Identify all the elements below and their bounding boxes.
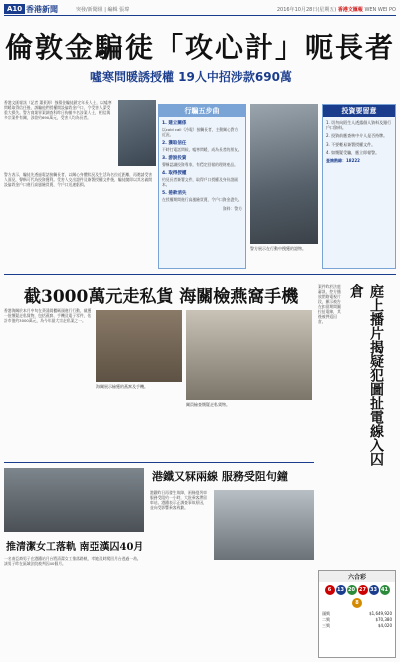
advice-box — [322, 104, 396, 269]
lottery-ball: 41 — [381, 587, 388, 593]
lead-photo — [250, 104, 318, 244]
prize-row — [319, 623, 395, 629]
lead-body: 警方表示，騙徒先透過電話接觸長者，以關心身體狀況及生活為名拉近距離，再邀請受害人面見，聲稱可代為投資獲利。受害人交出證件及簽署授權文件後，騙徒隨即以其名義開設倫敦金戶口進行高風險買賣，令戶口迅速虧損。 — [4, 172, 153, 187]
tips-step-title: 1. 建立關係 — [162, 121, 187, 126]
tips-step — [159, 190, 245, 202]
lottery-ball: 20 — [348, 587, 355, 593]
hotline-number: 18222 — [346, 158, 360, 164]
lead-headline: 倫敦金騙徒「攻心計」呃長者 — [4, 31, 395, 64]
story4-headline: 推清潔女工落軌 南亞漢囚40月 — [6, 542, 144, 553]
lottery-numbers — [319, 585, 395, 595]
tips-step — [159, 155, 245, 167]
prize-label: 三獎 — [322, 623, 330, 628]
tips-step — [159, 140, 245, 152]
dept-line: 突發/新聞組 | 編輯 張瑋 — [76, 7, 130, 13]
prize-value: $70,380 — [375, 617, 392, 622]
section-divider — [4, 462, 314, 463]
story2-headline: 截3000萬元走私貨 海關檢燕窩手機 — [24, 287, 299, 307]
advice-item: 1. 切勿向陌生人透露個人資料及銀行戶口資料。 — [326, 120, 392, 131]
lead-subhead: 噓寒問暖誘授權 19人中招涉款690萬 — [90, 70, 292, 84]
masthead — [4, 4, 396, 16]
advice-item: 2. 投資前應查核中介人是否持牌。 — [326, 133, 388, 139]
story2-caption-2: 關員檢查懷疑走私貨物。 — [186, 402, 230, 407]
tips-step-title: 4. 取得授權 — [162, 171, 187, 176]
vertical-headline: 庭上播片揭疑犯圖扯電線入囚倉 — [348, 284, 384, 466]
story3-headline: 港鐵又冧兩線 服務受阻句鐘 — [152, 470, 288, 483]
section-divider — [4, 274, 396, 275]
lead-photo-caption: 警方展示在行動中搜獲的證物。 — [250, 246, 306, 251]
brand-en: WEN WEI PO — [364, 7, 396, 13]
lottery-title: 六合彩 — [319, 571, 395, 582]
tips-step — [159, 170, 245, 187]
lead-photo-small — [118, 100, 156, 166]
hotline-label: 查詢熱線 — [326, 158, 342, 164]
tips-box — [158, 104, 246, 269]
prize-label: 頭獎 — [322, 611, 330, 616]
tips-title: 行騙五步曲 — [159, 105, 245, 117]
lottery-ball: 6 — [325, 585, 335, 595]
tips-step-text: 聲稱認識投資專家，有穩定回報的理財產品。 — [162, 162, 238, 167]
story2-photo-2 — [186, 310, 312, 400]
story3-body-cont — [214, 566, 314, 656]
advice-item: 3. 不要輕易簽署授權文件。 — [326, 141, 376, 147]
story2-caption-1: 海關展示檢獲的燕窩及手機。 — [96, 384, 148, 389]
tips-step-title: 5. 捲款消失 — [162, 191, 187, 196]
advice-title: 投資要留意 — [323, 105, 395, 117]
lottery-ball: 13 — [337, 587, 344, 593]
prize-value: $1,649,920 — [369, 611, 392, 616]
lottery-special — [319, 598, 395, 608]
lottery-ball: 33 — [370, 587, 377, 593]
lottery-box — [318, 570, 396, 658]
tips-step-title: 2. 獲取信任 — [162, 141, 187, 146]
tips-step — [159, 120, 245, 137]
tips-source: 資料：警方 — [223, 206, 242, 211]
prize-label: 二獎 — [322, 617, 330, 622]
brand-logo: 香港文匯報 — [337, 7, 363, 13]
tips-step-text: 約見長者簽署文件，取得戶口授權及身份證副本。 — [162, 177, 238, 187]
vertical-body: 案件昨於法庭審訊，控方播放閉路電視片段，顯示被告在扣留期間圖拉扯電線，其後被押返囚倉。 — [318, 284, 341, 324]
prize-value: $4,020 — [378, 623, 392, 628]
advice-hotline: 查詢熱線：18222 — [326, 158, 360, 164]
story2-photo-1 — [96, 310, 182, 382]
story3-body: 港鐵昨日再發生故障，兩條綫列車服務受阻約一小時，大批乘客滯留車站。港鐵表示正調查事故原因，並向受影響乘客致歉。 — [150, 490, 207, 510]
lottery-ball: 27 — [359, 587, 366, 593]
tips-step-text: 以cold call（冷電）接觸長者，主動關心對方近況。 — [162, 127, 239, 137]
lead-lede: 香港文匯報訊（記者 蕭景源）強積金騙徒鎖定年長人士，以噓寒問暖取得信任後，誘騙他們授權開設倫敦金戶口，令受害人蒙受重大損失。警方商業罪案調查科昨日拘捕多名涉案人士，相信與多宗案件有關，涉款約690萬元，受害人均為長者。 — [4, 100, 112, 120]
tips-step-text: 在授權期間進行高風險買賣，令戶口資金盡失。 — [162, 197, 242, 202]
story2-body: 香港海關於本月中旬在葵涌貨櫃碼頭進行行動，截獲一批懷疑走私貨物，包括燕窩、手機及電子零件，估計市值約3000萬元，為今年最大宗走私案之一。 — [4, 308, 92, 323]
story2-body-cont — [96, 412, 312, 458]
story4-photo — [4, 468, 144, 532]
tips-step-text: 不時打電話問候，噓寒問暖，成為長者的朋友。 — [162, 147, 242, 152]
story3-photo — [214, 490, 314, 560]
tips-step-title: 3. 游說投資 — [162, 156, 187, 161]
dateline — [277, 6, 396, 13]
lottery-special-ball: 8 — [352, 598, 362, 608]
date: 2016年10月28日(星期五) — [276, 7, 337, 13]
advice-item: 4. 如懷疑受騙，應立即報警。 — [326, 149, 380, 155]
section-title: 香港新聞 — [26, 5, 58, 14]
story4-body: 一名南亞裔男子在港鐵站月台將清潔女工推落路軌，幸她及時爬回月台逃過一劫。該男子昨在區域法院被判囚40個月。 — [4, 556, 141, 566]
page-number: A10 — [4, 4, 25, 14]
